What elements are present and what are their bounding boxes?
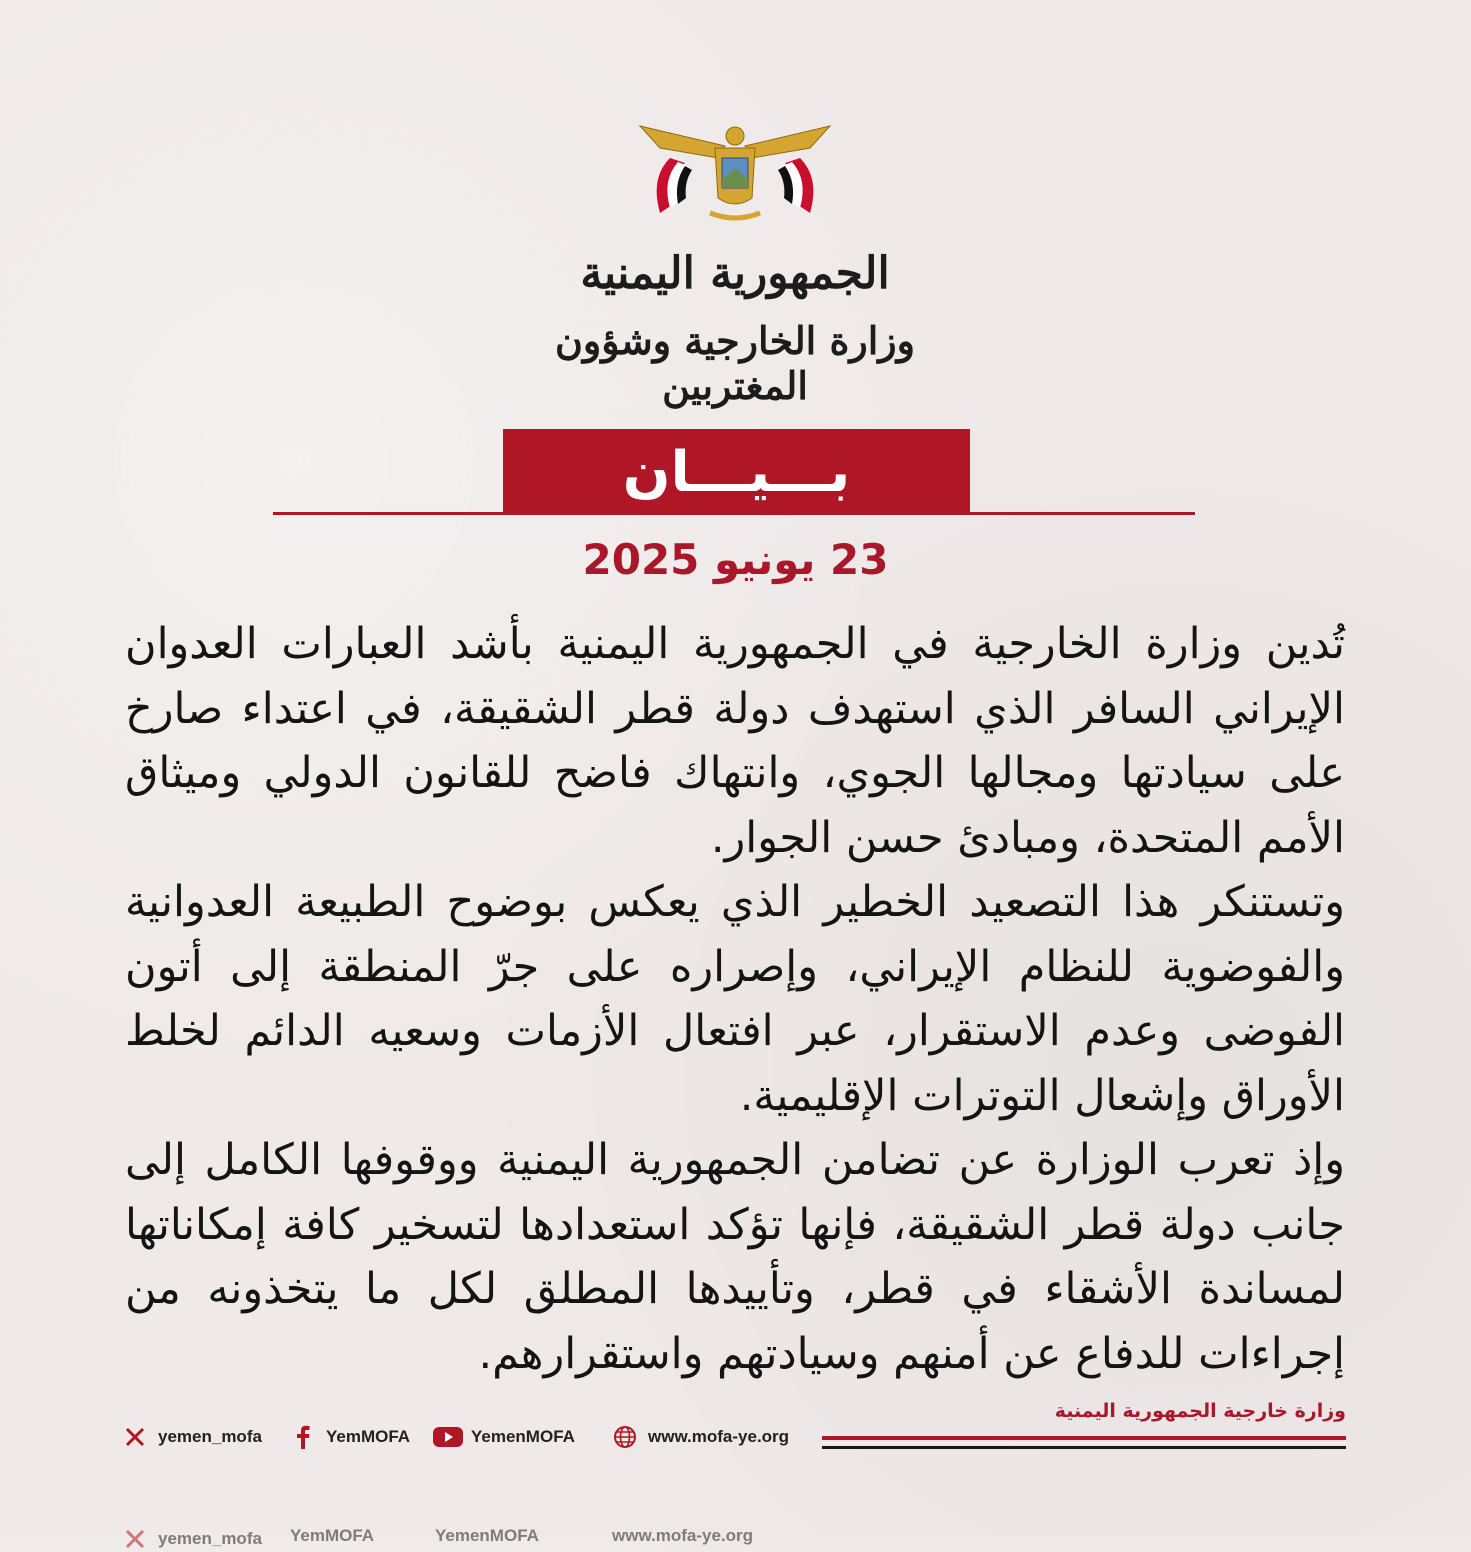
globe-icon (612, 1424, 638, 1450)
social-youtube-link[interactable] (435, 1424, 575, 1450)
paragraph: وتستنكر هذا التصعيد الخطير الذي يعكس بوضوح الطبيعة العدوانية والفوضوية للنظام الإيراني، وإصراره على جرّ المنطقة إلى أتون الفوضى وعدم الاستقرار، عبر افتعال الأزمات وسعيه الدائم لخلط الأوراق وإشعال التوترات الإقليمية. (125, 877, 1345, 1121)
flag-stripe-black (822, 1446, 1346, 1449)
social-x-handle-echo: yemen_mofa (158, 1529, 262, 1548)
social-facebook-handle: YemMOFA (326, 1427, 411, 1446)
paragraph: وإذ تعرب الوزارة عن تضامن الجمهورية اليمنية ووقوفها الكامل إلى جانب دولة قطر الشقيقة، فإنها تؤكد استعدادها لتسخير كافة إمكاناتها لمساندة الأشقاء في قطر، وتأييدها المطلق لكل ما يتخذونه من إجراءات للدفاع عن أمنهم وسيادتهم واستقرارهم. (125, 1135, 1345, 1379)
social-x-link-echo (122, 1526, 262, 1552)
social-youtube-handle-echo: YemenMOFA (435, 1526, 539, 1545)
flag-stripe-white (822, 1442, 1346, 1444)
facebook-icon (290, 1424, 316, 1450)
social-x-link[interactable] (122, 1424, 262, 1450)
social-facebook-link-echo (290, 1526, 374, 1546)
website-link[interactable] (612, 1424, 789, 1450)
statement-date: 23 يونيو 2025 (582, 535, 889, 584)
flag-stripe-red (822, 1436, 1346, 1440)
website-url: www.mofa-ye.org (648, 1427, 790, 1446)
social-youtube-link-echo (435, 1526, 539, 1546)
social-youtube-handle: YemenMOFA (471, 1427, 575, 1446)
banner-title: بـــيـــان (622, 439, 851, 505)
x-icon (122, 1424, 148, 1450)
ministry-title: وزارة الخارجية وشؤون المغتربين (555, 318, 915, 408)
ministry-signature: وزارة خارجية الجمهورية اليمنية (1054, 1400, 1346, 1422)
yemen-emblem-icon (630, 118, 840, 228)
website-link-echo (612, 1526, 753, 1546)
paragraph: تُدين وزارة الخارجية في الجمهورية اليمنية بأشد العبارات العدوان الإيراني السافر الذي استهدف دولة قطر الشقيقة، في اعتداء صارخ على سيادتها ومجالها الجوي، وانتهاك فاضح للقانون الدولي وميثاق الأمم المتحدة، ومبادئ حسن الجوار. (125, 619, 1345, 863)
social-x-handle: yemen_mofa (158, 1427, 262, 1446)
footer-echo (0, 1520, 1471, 1548)
statement-body (125, 612, 1345, 1386)
social-facebook-link[interactable] (290, 1424, 410, 1450)
social-facebook-handle-echo: YemMOFA (290, 1526, 375, 1545)
statement-banner (503, 429, 970, 515)
youtube-icon (435, 1424, 461, 1450)
republic-title: الجمهورية اليمنية (580, 248, 890, 299)
x-icon (122, 1526, 148, 1552)
website-url-echo: www.mofa-ye.org (612, 1526, 754, 1545)
